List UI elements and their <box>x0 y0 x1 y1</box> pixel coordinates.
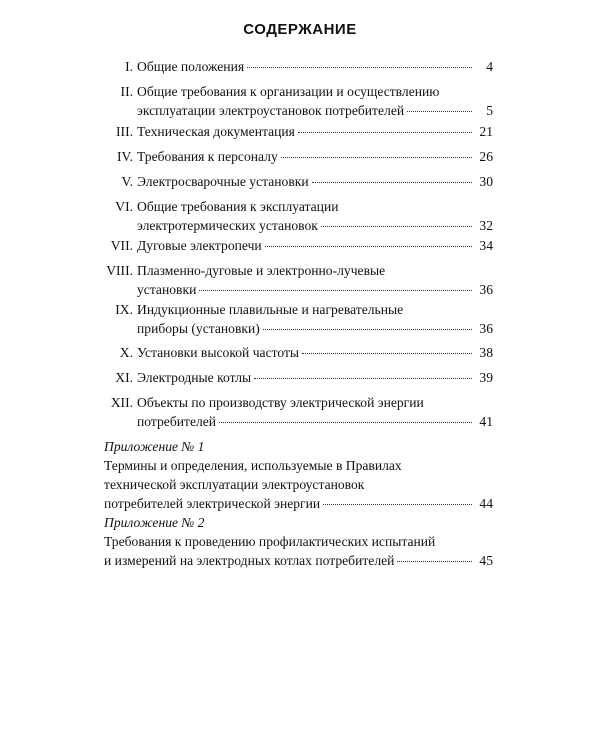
toc-entry[interactable] <box>0 149 600 168</box>
section-title-line: Установки высокой частоты <box>137 345 300 360</box>
dot-leader <box>298 132 472 133</box>
section-number: VII. <box>110 238 133 253</box>
section-title-row <box>137 124 493 140</box>
section-title-row <box>137 238 493 254</box>
page-number: 44 <box>479 496 493 511</box>
appendix-caption: Приложение № 1 <box>104 439 205 454</box>
toc-entry[interactable] <box>0 302 600 340</box>
appendix-title-row <box>104 496 493 512</box>
dot-leader <box>263 329 472 330</box>
appendix-title-line: Термины и определения, используемые в Правилах <box>104 458 402 473</box>
section-title-row <box>137 345 493 361</box>
page-number: 36 <box>479 321 493 336</box>
dot-leader <box>407 111 472 112</box>
section-number: II. <box>120 84 133 99</box>
page-number: 45 <box>479 553 493 568</box>
section-number: III. <box>116 124 133 139</box>
page-number: 41 <box>479 414 493 429</box>
page-number: 36 <box>479 282 493 297</box>
appendix-title-line: Требования к проведению профилактических испытаний <box>104 534 436 549</box>
dot-leader <box>323 504 472 505</box>
toc-entry[interactable] <box>0 238 600 257</box>
section-number: XII. <box>110 395 133 410</box>
toc-entry[interactable] <box>0 174 600 193</box>
page-number: 4 <box>486 59 493 74</box>
section-title-line: эксплуатации электроустановок потребителей <box>137 103 405 118</box>
section-title-line: установки <box>137 282 197 297</box>
dot-leader <box>265 246 472 247</box>
section-number: VIII. <box>106 263 133 278</box>
section-number: IX. <box>115 302 133 317</box>
appendix-caption: Приложение № 2 <box>104 515 205 530</box>
dot-leader <box>199 290 472 291</box>
section-title-line: Техническая документация <box>137 124 295 139</box>
page-number: 38 <box>479 345 493 360</box>
section-title-line: электротермических установок <box>137 218 318 233</box>
page-number: 26 <box>479 149 493 164</box>
toc-title: СОДЕРЖАНИЕ <box>243 21 357 38</box>
dot-leader <box>312 182 472 183</box>
section-title-line: Электродные котлы <box>137 370 252 385</box>
section-title-line: приборы (установки) <box>137 321 260 336</box>
section-title-row <box>137 149 493 165</box>
section-title-row <box>137 370 493 386</box>
appendix-title-line: и измерений на электродных котлах потребителей <box>104 553 395 568</box>
section-number: XI. <box>115 370 133 385</box>
toc-entry[interactable] <box>0 199 600 237</box>
page-number: 5 <box>486 103 493 118</box>
section-title-line: Общие требования к эксплуатации <box>137 199 339 214</box>
dot-leader <box>321 226 472 227</box>
dot-leader <box>302 353 472 354</box>
section-number: IV. <box>117 149 133 164</box>
toc-entry[interactable] <box>0 59 600 78</box>
dot-leader <box>254 378 472 379</box>
section-title-row <box>137 282 493 298</box>
page-number: 32 <box>479 218 493 233</box>
toc-entry[interactable] <box>0 124 600 143</box>
appendix-entry[interactable] <box>0 439 600 515</box>
section-title-line: Требования к персоналу <box>137 149 278 164</box>
section-title-line: потребителей <box>137 414 217 429</box>
toc-entry[interactable] <box>0 263 600 301</box>
section-number: V. <box>121 174 133 189</box>
section-title-line: Объекты по производству электрической энергии <box>137 395 424 410</box>
section-number: VI. <box>115 199 133 214</box>
section-title-line: Индукционные плавильные и нагревательные <box>137 302 404 317</box>
appendix-title-line: технической эксплуатации электроустановок <box>104 477 365 492</box>
dot-leader <box>397 561 472 562</box>
dot-leader <box>219 422 472 423</box>
section-title-line: Общие требования к организации и осуществлению <box>137 84 440 99</box>
section-title-row <box>137 414 493 430</box>
section-title-line: Дуговые электропечи <box>137 238 262 253</box>
dot-leader <box>281 157 472 158</box>
section-title-line: Электросварочные установки <box>137 174 309 189</box>
page-number: 30 <box>479 174 493 189</box>
appendix-title-line: потребителей электрической энергии <box>104 496 321 511</box>
appendix-entry[interactable] <box>0 515 600 572</box>
section-title-line: Плазменно-дуговые и электронно-лучевые <box>137 263 386 278</box>
toc-entry[interactable] <box>0 345 600 364</box>
section-title-row <box>137 321 493 337</box>
toc-entry[interactable] <box>0 395 600 433</box>
toc-entry[interactable] <box>0 370 600 389</box>
page-number: 21 <box>479 124 493 139</box>
appendix-title-row <box>104 553 493 569</box>
section-number: X. <box>119 345 133 360</box>
section-title-row <box>137 59 493 75</box>
section-title-row <box>137 218 493 234</box>
page-number: 39 <box>479 370 493 385</box>
toc-entry[interactable] <box>0 84 600 122</box>
section-number: I. <box>125 59 133 74</box>
section-title-row <box>137 103 493 119</box>
section-title-line: Общие положения <box>137 59 245 74</box>
page-number: 34 <box>479 238 493 253</box>
section-title-row <box>137 174 493 190</box>
dot-leader <box>247 67 472 68</box>
